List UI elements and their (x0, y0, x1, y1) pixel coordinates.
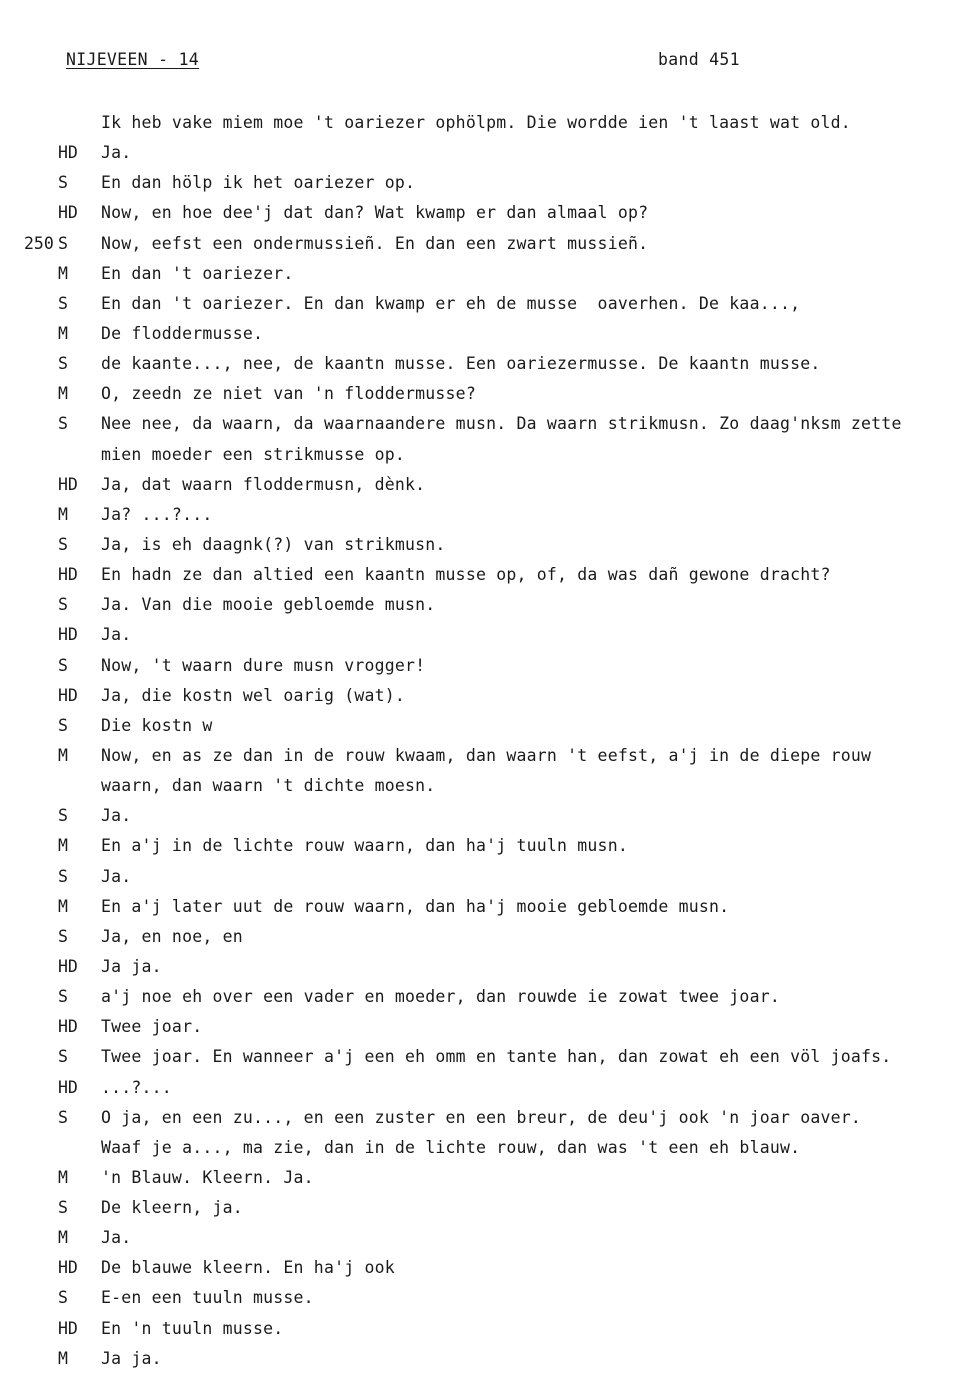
speaker-label: HD (58, 565, 78, 585)
utterance-text: ...?... (101, 1077, 172, 1097)
transcript-line (0, 323, 966, 353)
transcript-line (0, 474, 966, 504)
transcript-line (0, 926, 966, 956)
transcript-line (0, 263, 966, 293)
speaker-label: M (58, 1348, 68, 1368)
transcript-line (0, 1137, 966, 1167)
utterance-text: O, zeedn ze niet van 'n floddermusse? (101, 384, 476, 404)
utterance-text: En dan hölp ik het oariezer op. (101, 173, 416, 193)
page-title: NIJEVEEN - 14 (66, 50, 200, 69)
utterance-text: De floddermusse. (101, 323, 264, 343)
speaker-label: M (58, 745, 68, 765)
speaker-label: S (58, 534, 68, 554)
transcript (0, 112, 966, 1378)
speaker-label: HD (58, 1017, 78, 1037)
transcript-line (0, 624, 966, 654)
utterance-text: En a'j later uut de rouw waarn, dan ha'j mooie gebloemde musn. (101, 896, 730, 916)
transcript-line (0, 986, 966, 1016)
transcript-line (0, 504, 966, 534)
speaker-label: S (58, 354, 68, 374)
utterance-text: Twee joar. (101, 1017, 203, 1037)
transcript-line (0, 1287, 966, 1317)
utterance-text: a'j noe eh over een vader en moeder, dan rouwde ie zowat twee joar. (101, 987, 780, 1007)
speaker-label: HD (58, 203, 78, 223)
page-header (66, 50, 966, 74)
transcript-line (0, 172, 966, 202)
transcript-line (0, 444, 966, 474)
speaker-label: M (58, 384, 68, 404)
line-number: 250 (24, 233, 54, 253)
transcript-line (0, 835, 966, 865)
speaker-label: S (58, 806, 68, 826)
utterance-text: Ja, en noe, en (101, 926, 243, 946)
utterance-text: En 'n tuuln musse. (101, 1318, 284, 1338)
transcript-line (0, 293, 966, 323)
speaker-label: M (58, 836, 68, 856)
speaker-label: HD (58, 1318, 78, 1338)
transcript-line (0, 1257, 966, 1287)
utterance-text: En hadn ze dan altied een kaantn musse op, of, da was dañ gewone dracht? (101, 565, 831, 585)
utterance-text: Now, eefst een ondermussieñ. En dan een zwart mussieñ. (101, 233, 649, 253)
utterance-text: Waaf je a..., ma zie, dan in de lichte rouw, dan was 't een eh blauw. (101, 1137, 801, 1157)
band-number: band 451 (658, 50, 740, 69)
utterance-text: E-en een tuuln musse. (101, 1288, 314, 1308)
speaker-label: HD (58, 474, 78, 494)
speaker-label: S (58, 1107, 68, 1127)
utterance-text: 'n Blauw. Kleern. Ja. (101, 1167, 314, 1187)
transcript-line (0, 202, 966, 232)
speaker-label: M (58, 1228, 68, 1248)
utterance-text: Ja. (101, 1228, 132, 1248)
utterance-text: waarn, dan waarn 't dichte moesn. (101, 776, 436, 796)
speaker-label: HD (58, 1077, 78, 1097)
transcript-line (0, 233, 966, 263)
utterance-text: Ja? ...?... (101, 504, 213, 524)
utterance-text: de kaante..., nee, de kaantn musse. Een oariezermusse. De kaantn musse. (101, 354, 821, 374)
utterance-text: En dan 't oariezer. (101, 263, 294, 283)
speaker-label: S (58, 926, 68, 946)
transcript-line (0, 534, 966, 564)
utterance-text: En a'j in de lichte rouw waarn, dan ha'j tuuln musn. (101, 836, 628, 856)
utterance-text: Ik heb vake miem moe 't oariezer ophölpm. Die wordde ien 't laast wat old. (101, 113, 851, 132)
transcript-line (0, 1197, 966, 1227)
utterance-text: Ja. (101, 143, 132, 163)
transcript-line (0, 655, 966, 685)
transcript-line (0, 956, 966, 986)
utterance-text: Ja, dat waarn floddermusn, dènk. (101, 474, 426, 494)
transcript-line (0, 1046, 966, 1076)
transcript-line (0, 1227, 966, 1257)
transcript-line (0, 383, 966, 413)
transcript-line (0, 353, 966, 383)
utterance-text: De blauwe kleern. En ha'j ook (101, 1258, 395, 1278)
speaker-label: HD (58, 685, 78, 705)
utterance-text: Nee nee, da waarn, da waarnaandere musn. Da waarn strikmusn. Zo daag'nksm zette (101, 414, 902, 434)
speaker-label: S (58, 173, 68, 193)
transcript-line (0, 715, 966, 745)
transcript-line (0, 413, 966, 443)
utterance-text: De kleern, ja. (101, 1198, 243, 1218)
transcript-line (0, 685, 966, 715)
transcript-line (0, 1318, 966, 1348)
speaker-label: S (58, 414, 68, 434)
transcript-line (0, 896, 966, 926)
utterance-text: Twee joar. En wanneer a'j een eh omm en tante han, dan zowat eh een völ joafs. (101, 1047, 892, 1067)
speaker-label: S (58, 655, 68, 675)
speaker-label: HD (58, 1258, 78, 1278)
speaker-label: S (58, 987, 68, 1007)
transcript-line (0, 142, 966, 172)
speaker-label: S (58, 1047, 68, 1067)
transcript-line (0, 805, 966, 835)
speaker-label: S (58, 1288, 68, 1308)
speaker-label: M (58, 263, 68, 283)
utterance-text: Now, en hoe dee'j dat dan? Wat kwamp er dan almaal op? (101, 203, 649, 223)
utterance-text: Now, 't waarn dure musn vrogger! (101, 655, 426, 675)
speaker-label: S (58, 595, 68, 615)
speaker-label: HD (58, 625, 78, 645)
transcript-line (0, 112, 966, 142)
speaker-label: HD (58, 956, 78, 976)
transcript-line (0, 1077, 966, 1107)
speaker-label: S (58, 293, 68, 313)
speaker-label: S (58, 715, 68, 735)
transcript-line (0, 564, 966, 594)
transcript-line (0, 1107, 966, 1137)
transcript-line (0, 1167, 966, 1197)
utterance-text: Ja, is eh daagnk(?) van strikmusn. (101, 534, 446, 554)
speaker-label: M (58, 323, 68, 343)
speaker-label: M (58, 504, 68, 524)
transcript-line (0, 1016, 966, 1046)
utterance-text: Ja. Van die mooie gebloemde musn. (101, 595, 436, 615)
speaker-label: M (58, 896, 68, 916)
utterance-text: Now, en as ze dan in de rouw kwaam, dan waarn 't eefst, a'j in de diepe rouw (101, 745, 872, 765)
utterance-text: Ja. (101, 625, 132, 645)
utterance-text: Ja. (101, 806, 132, 826)
utterance-text: Ja, die kostn wel oarig (wat). (101, 685, 406, 705)
transcript-line (0, 866, 966, 896)
speaker-label: S (58, 233, 68, 253)
utterance-text: Die kostn w (101, 715, 213, 735)
utterance-text: En dan 't oariezer. En dan kwamp er eh de musse oaverhen. De kaa..., (101, 293, 801, 313)
transcript-line (0, 1348, 966, 1378)
transcript-line (0, 775, 966, 805)
utterance-text: Ja ja. (101, 956, 162, 976)
transcript-line (0, 745, 966, 775)
utterance-text: Ja ja. (101, 1348, 162, 1368)
speaker-label: M (58, 1167, 68, 1187)
utterance-text: Ja. (101, 866, 132, 886)
transcript-line (0, 594, 966, 624)
utterance-text: O ja, en een zu..., en een zuster en een breur, de deu'j ook 'n joar oaver. (101, 1107, 862, 1127)
speaker-label: S (58, 866, 68, 886)
speaker-label: HD (58, 143, 78, 163)
speaker-label: S (58, 1198, 68, 1218)
utterance-text: mien moeder een strikmusse op. (101, 444, 406, 464)
